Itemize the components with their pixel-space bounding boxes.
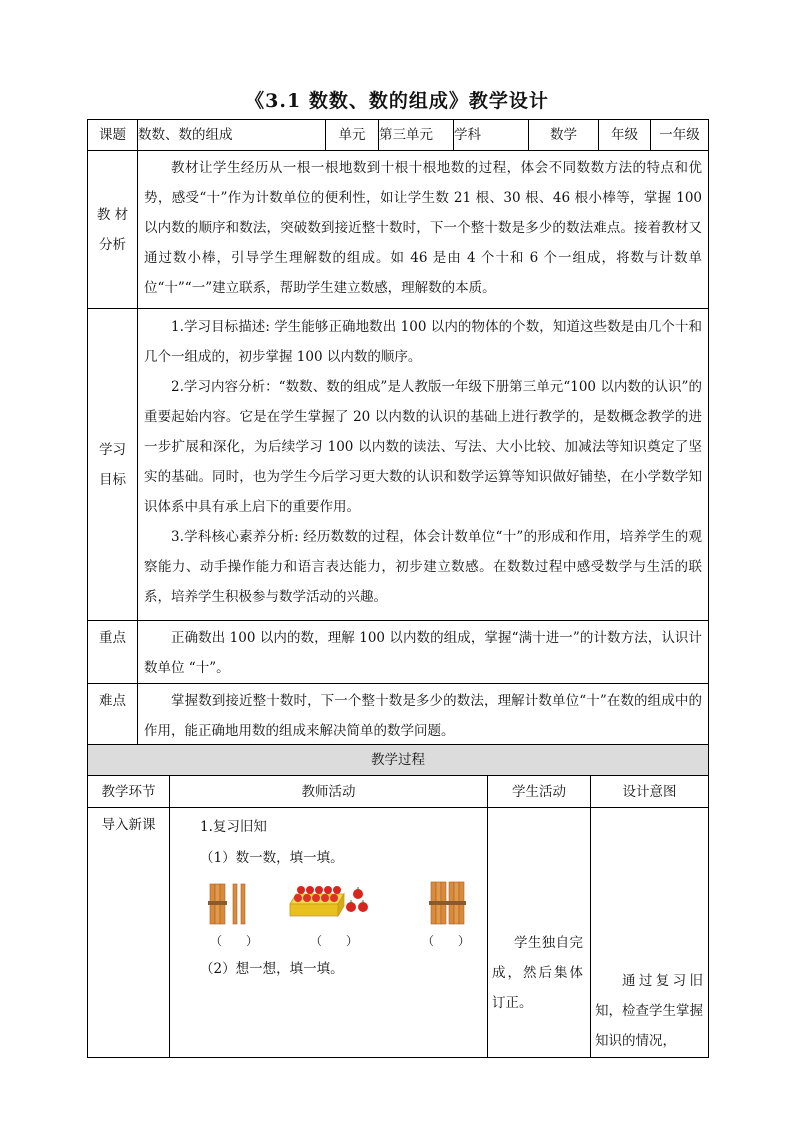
analysis-text: 教材让学生经历从一根一根地数到十根十根地数的过程，体会不同数数方法的特点和优势，感受“十”作为计数单位的便利性，如让学生数 21 根、30 根、46 根小棒等，掌握 100 以内数的顺序和数法，突破数到接近整十数时，下一个整十数是多少的数法难点。接着教材又通过数小棒，引导学生理解数的组成。如 46 是由 4 个十和 6 个一组成，将数与计数单位“十”“一”建立联系，帮助学生建立数感，理解数的本质。	[144, 160, 702, 296]
col-intent: 设计意图	[591, 776, 709, 808]
apple-icon	[358, 900, 368, 912]
student-activity-cell	[488, 808, 591, 1058]
col-student: 学生活动	[488, 776, 591, 808]
objectives-cell	[138, 309, 709, 621]
analysis-label	[88, 151, 138, 309]
document-title: 《3.1 数数、数的组成》教学设计	[245, 90, 549, 112]
stick-bundle-icon	[429, 882, 448, 924]
analysis-label-line2: 分析	[99, 236, 126, 253]
difficulty-cell	[138, 684, 709, 747]
objectives-label-line2: 目标	[99, 471, 126, 488]
student-activity-text: 学生独自完成，然后集体订正。	[492, 935, 583, 1011]
stage-name: 导入新课	[88, 808, 170, 1058]
grade-label: 年级	[599, 120, 651, 151]
grade-value: 一年级	[651, 120, 709, 151]
lesson-label: 课题	[88, 120, 138, 151]
analysis-row	[88, 151, 709, 309]
process-section-row	[88, 745, 709, 776]
counting-picture	[206, 874, 476, 934]
difficulty-text: 掌握数到接近整十数时，下一个整十数是多少的数法，理解计数单位“十”在数的组成中的作用，能正确地用数的组成来解决简单的数学问题。	[144, 693, 702, 739]
intro-row	[88, 808, 709, 1058]
unit-label: 单元	[326, 120, 379, 151]
stick-bundle-icon	[208, 884, 227, 924]
single-stick-icon	[233, 884, 237, 924]
info-table	[87, 119, 709, 747]
teacher-activity-cell	[170, 808, 488, 1058]
analysis-label-line1: 教 材	[96, 206, 129, 223]
keypoint-cell	[138, 621, 709, 684]
intent-text: 通过复习旧知，检查学生掌握知识的情况，	[595, 973, 703, 1049]
single-stick-icon	[241, 884, 245, 924]
subtask-1: （1）数一数，填一填。	[200, 850, 344, 866]
objectives-row	[88, 309, 709, 621]
process-section-title: 教学过程	[88, 745, 709, 776]
answer-blank-1[interactable]: （ ）	[210, 934, 259, 948]
objectives-label	[88, 309, 138, 621]
objectives-label-line1: 学习	[99, 441, 126, 458]
intent-cell	[591, 808, 709, 1058]
lesson-value: 数数、数的组成	[138, 120, 326, 151]
review-title: 1.复习旧知	[200, 819, 267, 835]
keypoint-row	[88, 621, 709, 684]
unit-value: 第三单元	[379, 120, 454, 151]
answer-blank-2[interactable]: （ ）	[310, 934, 359, 948]
subject-label: 学科	[454, 120, 529, 151]
stick-bundle-icon	[447, 882, 466, 924]
header-row	[88, 120, 709, 151]
col-teacher: 教师活动	[170, 776, 488, 808]
objective-paragraph-2: 2.学习内容分析：“数数、数的组成”是人教版一年级下册第三单元“100 以内数的认识”的重要起始内容。它是在学生掌握了 20 以内数的认识的基础上进行教学的，是数概念教学的进一步扩展和深化，为后续学习 100 以内数的读法、写法、大小比较、加减法等知识奠定了坚实的基础。同时，也为学生今后学习更大数的认识和数学运算等知识做好铺垫，在小学数学知识体系中具有承上启下的重要作用。	[144, 379, 702, 515]
subject-value: 数学	[529, 120, 599, 151]
analysis-cell	[138, 151, 709, 309]
col-stage: 教学环节	[88, 776, 170, 808]
difficulty-row	[88, 684, 709, 747]
difficulty-label: 难点	[88, 684, 138, 747]
apple-icon	[346, 900, 356, 912]
apple-icon	[353, 887, 363, 899]
apple-box-icon	[290, 886, 344, 916]
objective-paragraph-3: 3.学科核心素养分析: 经历数数的过程，体会计数单位“十”的形成和作用，培养学生的观察能力、动手操作能力和语言表达能力，初步建立数感。在数数过程中感受数学与生活的联系，培养学生积极参与数学活动的兴趣。	[144, 529, 702, 605]
objective-paragraph-1: 1.学习目标描述: 学生能够正确地数出 100 以内的物体的个数，知道这些数是由几个十和几个一组成的，初步掌握 100 以内数的顺序。	[144, 319, 702, 365]
answer-blank-3[interactable]: （ ）	[422, 934, 471, 948]
subtask-2: （2）想一想，填一填。	[200, 961, 344, 977]
process-table	[87, 744, 709, 1058]
process-header-row	[88, 776, 709, 808]
keypoint-label: 重点	[88, 621, 138, 684]
keypoint-text: 正确数出 100 以内的数，理解 100 以内数的组成，掌握“满十进一”的计数方法，认识计数单位 “十”。	[144, 630, 702, 676]
